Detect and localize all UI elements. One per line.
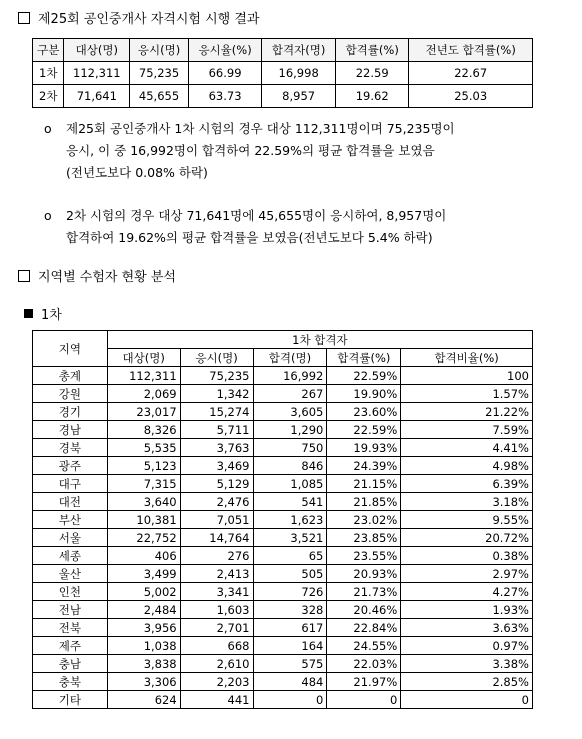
table-row xyxy=(33,619,533,637)
region-name-cell: 전남 xyxy=(33,601,108,619)
section-heading-results xyxy=(18,8,259,27)
table-cell: 484 xyxy=(253,673,327,691)
table-row xyxy=(33,62,533,85)
table-row xyxy=(33,475,533,493)
table-cell: 3.18% xyxy=(401,493,533,511)
table-row xyxy=(33,439,533,457)
table-cell: 4.98% xyxy=(401,457,533,475)
table-cell: 7,315 xyxy=(107,475,180,493)
table-cell: 575 xyxy=(253,655,327,673)
bullet-paragraph-2 xyxy=(44,205,544,249)
table-cell: 8,957 xyxy=(262,85,336,108)
table-cell: 19.62 xyxy=(335,85,408,108)
subsection-heading xyxy=(24,304,62,323)
table-cell: 267 xyxy=(253,385,327,403)
table-cell: 23.55% xyxy=(327,547,401,565)
table-cell: 14,764 xyxy=(180,529,253,547)
table-cell: 2,610 xyxy=(180,655,253,673)
bullet-text xyxy=(66,205,544,249)
table-cell: 22.59 xyxy=(335,62,408,85)
table-cell: 7,051 xyxy=(180,511,253,529)
table-cell: 24.39% xyxy=(327,457,401,475)
table-cell: 8,326 xyxy=(107,421,180,439)
table-cell: 5,535 xyxy=(107,439,180,457)
table-cell: 71,641 xyxy=(64,85,130,108)
region-name-cell: 전북 xyxy=(33,619,108,637)
table-cell: 750 xyxy=(253,439,327,457)
column-header: 합격률(%) xyxy=(335,39,408,62)
table-cell: 328 xyxy=(253,601,327,619)
table-cell: 10,381 xyxy=(107,511,180,529)
table-row xyxy=(33,583,533,601)
bullet-paragraph-1 xyxy=(44,118,544,184)
column-header: 합격(명) xyxy=(253,349,327,367)
table-row xyxy=(33,565,533,583)
table-cell: 2.97% xyxy=(401,565,533,583)
table-cell: 19.90% xyxy=(327,385,401,403)
table-row xyxy=(33,691,533,709)
table-cell: 20.93% xyxy=(327,565,401,583)
table-cell: 63.73 xyxy=(188,85,261,108)
checkbox-square-icon xyxy=(18,12,30,24)
region-name-cell: 충남 xyxy=(33,655,108,673)
table-cell: 21.97% xyxy=(327,673,401,691)
table-cell: 45,655 xyxy=(130,85,189,108)
region-name-cell: 강원 xyxy=(33,385,108,403)
region-name-cell: 충북 xyxy=(33,673,108,691)
region-name-cell: 울산 xyxy=(33,565,108,583)
table-cell: 668 xyxy=(180,637,253,655)
table-cell: 3,838 xyxy=(107,655,180,673)
table-cell: 1,603 xyxy=(180,601,253,619)
table-cell: 726 xyxy=(253,583,327,601)
filled-square-icon xyxy=(24,309,33,318)
table-cell: 1차 xyxy=(33,62,64,85)
table-cell: 22.03% xyxy=(327,655,401,673)
table-cell: 66.99 xyxy=(188,62,261,85)
table-cell: 23.85% xyxy=(327,529,401,547)
table-cell: 7.59% xyxy=(401,421,533,439)
table-row xyxy=(33,673,533,691)
table-cell: 541 xyxy=(253,493,327,511)
checkbox-square-icon xyxy=(18,270,30,282)
region-name-cell: 총계 xyxy=(33,367,108,385)
table-cell: 2,476 xyxy=(180,493,253,511)
table-cell: 15,274 xyxy=(180,403,253,421)
table-cell: 21.15% xyxy=(327,475,401,493)
table-cell: 0.38% xyxy=(401,547,533,565)
column-header: 대상(명) xyxy=(107,349,180,367)
table-cell: 6.39% xyxy=(401,475,533,493)
table-cell: 3,499 xyxy=(107,565,180,583)
table-cell: 4.27% xyxy=(401,583,533,601)
column-header: 합격비율(%) xyxy=(401,349,533,367)
column-header: 합격자(명) xyxy=(262,39,336,62)
table-cell: 3,306 xyxy=(107,673,180,691)
section-heading-text: 제25회 공인중개사 자격시험 시행 결과 xyxy=(38,12,260,27)
table-cell: 22.59% xyxy=(327,421,401,439)
table-cell: 2.85% xyxy=(401,673,533,691)
table-cell: 3,605 xyxy=(253,403,327,421)
table-cell: 3,956 xyxy=(107,619,180,637)
table-cell: 3,341 xyxy=(180,583,253,601)
table-cell: 21.85% xyxy=(327,493,401,511)
table-cell: 5,129 xyxy=(180,475,253,493)
column-header: 구분 xyxy=(33,39,64,62)
table-cell: 75,235 xyxy=(130,62,189,85)
column-header: 합격률(%) xyxy=(327,349,401,367)
table-row xyxy=(33,385,533,403)
table-row xyxy=(33,511,533,529)
column-header: 응시(명) xyxy=(180,349,253,367)
table-cell: 21.22% xyxy=(401,403,533,421)
table-cell: 1.57% xyxy=(401,385,533,403)
bullet-symbol: o xyxy=(44,121,52,136)
table-row xyxy=(33,85,533,108)
table-row xyxy=(33,457,533,475)
table-cell: 276 xyxy=(180,547,253,565)
table-cell: 441 xyxy=(180,691,253,709)
table-cell: 23.60% xyxy=(327,403,401,421)
column-header: 대상(명) xyxy=(64,39,130,62)
table-cell: 2,484 xyxy=(107,601,180,619)
region-name-cell: 대구 xyxy=(33,475,108,493)
column-header: 전년도 합격률(%) xyxy=(409,39,533,62)
region-name-cell: 광주 xyxy=(33,457,108,475)
bullet-text xyxy=(66,118,544,184)
bullet-line: 합격하여 19.62%의 평균 합격률을 보였음(전년도보다 5.4% 하락) xyxy=(66,230,433,245)
table-row xyxy=(33,421,533,439)
table-row xyxy=(33,529,533,547)
bullet-line: 응시, 이 중 16,992명이 합격하여 22.59%의 평균 합격률을 보였음 xyxy=(66,143,435,158)
table-cell: 1,085 xyxy=(253,475,327,493)
table-cell: 505 xyxy=(253,565,327,583)
table-cell: 617 xyxy=(253,619,327,637)
table-cell: 24.55% xyxy=(327,637,401,655)
section-heading-regional xyxy=(18,266,176,285)
subsection-heading-text: 1차 xyxy=(41,308,62,323)
region-name-cell: 부산 xyxy=(33,511,108,529)
bullet-symbol: o xyxy=(44,208,52,223)
region-name-cell: 경기 xyxy=(33,403,108,421)
table-row xyxy=(33,637,533,655)
table-cell: 16,992 xyxy=(253,367,327,385)
table-cell: 22.67 xyxy=(409,62,533,85)
table-cell: 624 xyxy=(107,691,180,709)
table-cell: 23,017 xyxy=(107,403,180,421)
table-cell: 20.72% xyxy=(401,529,533,547)
region-name-cell: 대전 xyxy=(33,493,108,511)
table-cell: 2,701 xyxy=(180,619,253,637)
table-cell: 100 xyxy=(401,367,533,385)
table-cell: 22.84% xyxy=(327,619,401,637)
table-cell: 406 xyxy=(107,547,180,565)
table-cell: 19.93% xyxy=(327,439,401,457)
table-header-row xyxy=(33,39,533,62)
table-cell: 846 xyxy=(253,457,327,475)
table-cell: 2,069 xyxy=(107,385,180,403)
table-cell: 164 xyxy=(253,637,327,655)
table-row xyxy=(33,493,533,511)
table-cell: 2,413 xyxy=(180,565,253,583)
table-cell: 4.41% xyxy=(401,439,533,457)
table-cell: 3,640 xyxy=(107,493,180,511)
table-cell: 112,311 xyxy=(64,62,130,85)
table-cell: 25.03 xyxy=(409,85,533,108)
table-cell: 1,290 xyxy=(253,421,327,439)
table-cell: 1,038 xyxy=(107,637,180,655)
bullet-line: 2차 시험의 경우 대상 71,641명에 45,655명이 응시하여, 8,957명이 xyxy=(66,208,447,223)
table-cell: 0 xyxy=(327,691,401,709)
section-heading-text: 지역별 수험자 현황 분석 xyxy=(38,270,176,285)
table-cell: 0 xyxy=(253,691,327,709)
region-name-cell: 경북 xyxy=(33,439,108,457)
table-cell: 1.93% xyxy=(401,601,533,619)
table-cell: 0.97% xyxy=(401,637,533,655)
regional-examinee-table xyxy=(32,330,533,709)
table-cell: 5,711 xyxy=(180,421,253,439)
table-cell: 3,521 xyxy=(253,529,327,547)
table-cell: 3.38% xyxy=(401,655,533,673)
column-header: 응시(명) xyxy=(130,39,189,62)
table-cell: 65 xyxy=(253,547,327,565)
table-cell: 22.59% xyxy=(327,367,401,385)
table-row xyxy=(33,547,533,565)
table-row xyxy=(33,655,533,673)
table-cell: 112,311 xyxy=(107,367,180,385)
table-cell: 16,998 xyxy=(262,62,336,85)
table-cell: 3,469 xyxy=(180,457,253,475)
table-cell: 9.55% xyxy=(401,511,533,529)
region-name-cell: 기타 xyxy=(33,691,108,709)
bullet-line: (전년도보다 0.08% 하락) xyxy=(66,165,208,180)
table-cell: 75,235 xyxy=(180,367,253,385)
table-cell: 5,002 xyxy=(107,583,180,601)
table-cell: 5,123 xyxy=(107,457,180,475)
table-cell: 0 xyxy=(401,691,533,709)
region-name-cell: 세종 xyxy=(33,547,108,565)
group-column-header: 1차 합격자 xyxy=(107,331,532,349)
table-row xyxy=(33,367,533,385)
table-cell: 3,763 xyxy=(180,439,253,457)
region-name-cell: 인천 xyxy=(33,583,108,601)
table-cell: 2차 xyxy=(33,85,64,108)
table-cell: 2,203 xyxy=(180,673,253,691)
exam-summary-table xyxy=(32,38,533,108)
table-cell: 23.02% xyxy=(327,511,401,529)
table-row xyxy=(33,601,533,619)
table-cell: 1,623 xyxy=(253,511,327,529)
region-name-cell: 서울 xyxy=(33,529,108,547)
table-cell: 22,752 xyxy=(107,529,180,547)
region-column-header: 지역 xyxy=(33,331,108,367)
bullet-line: 제25회 공인중개사 1차 시험의 경우 대상 112,311명이며 75,235명이 xyxy=(66,121,455,136)
table-cell: 20.46% xyxy=(327,601,401,619)
table-cell: 21.73% xyxy=(327,583,401,601)
region-name-cell: 경남 xyxy=(33,421,108,439)
table-cell: 1,342 xyxy=(180,385,253,403)
table-row xyxy=(33,403,533,421)
region-name-cell: 제주 xyxy=(33,637,108,655)
column-header: 응시율(%) xyxy=(188,39,261,62)
table-cell: 3.63% xyxy=(401,619,533,637)
